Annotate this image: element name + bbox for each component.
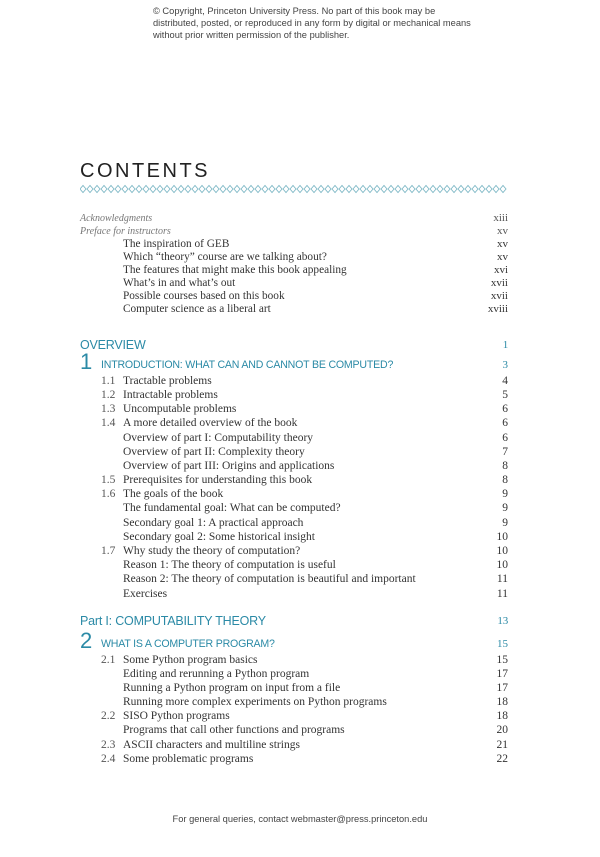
toc-entry-subsection xyxy=(80,667,508,681)
section-number: 1.3 xyxy=(101,403,116,416)
page-number: 17 xyxy=(496,667,508,680)
footer-contact: For general queries, contact webmaster@press.princeton.edu xyxy=(172,814,428,824)
page-number: 5 xyxy=(502,388,508,401)
page-number: 20 xyxy=(496,724,508,737)
copyright-notice: © Copyright, Princeton University Press. No part of this book may be distributed, posted, or reproduced in any form by digital or mechanical means without prior written permission of the publisher. xyxy=(153,6,471,40)
entry-title: Possible courses based on this book xyxy=(123,290,285,303)
toc-entry-section xyxy=(80,738,508,752)
entry-title: Some problematic programs xyxy=(123,752,254,765)
entry-title: Computer science as a liberal art xyxy=(123,303,271,316)
entry-title: Some Python program basics xyxy=(123,653,258,666)
toc-entry-chapter xyxy=(80,627,508,653)
page-number: 8 xyxy=(502,459,508,472)
toc-entry-front xyxy=(80,212,508,225)
entry-title: Why study the theory of computation? xyxy=(123,545,301,557)
entry-title: Editing and rerunning a Python program xyxy=(123,667,310,680)
page-number: xiii xyxy=(493,211,508,224)
page-number: 15 xyxy=(496,653,508,666)
toc-entry-front-sub xyxy=(80,277,508,290)
entry-title: Exercises xyxy=(123,587,168,600)
section-number: 2.1 xyxy=(101,653,116,666)
chapter-number: 1 xyxy=(80,348,93,374)
entry-title: The inspiration of GEB xyxy=(123,237,230,250)
toc-entry-front-sub xyxy=(80,251,508,264)
page-number: 8 xyxy=(502,474,508,487)
decorative-diamond-rule xyxy=(80,184,510,194)
entry-title: Uncomputable problems xyxy=(123,403,237,416)
page-number: xvi xyxy=(493,263,508,276)
page-number: 10 xyxy=(496,530,508,543)
toc-entry-section xyxy=(80,487,508,501)
entry-title: Tractable problems xyxy=(123,374,212,387)
entry-title: The fundamental goal: What can be computed? xyxy=(123,502,341,515)
toc-entry-front-sub xyxy=(80,303,508,316)
entry-title: Prerequisites for understanding this book xyxy=(123,474,313,487)
entry-title: Running more complex experiments on Python programs xyxy=(123,696,387,709)
section-number: 1.5 xyxy=(101,474,116,487)
entry-title: Preface for instructors xyxy=(80,225,171,237)
toc-entry-section xyxy=(80,473,508,487)
page-number: 18 xyxy=(496,710,508,723)
entry-title: Part I: COMPUTABILITY THEORY xyxy=(80,613,266,628)
toc-entry-front xyxy=(80,225,508,238)
entry-title: Acknowledgments xyxy=(80,212,153,224)
page-number: 10 xyxy=(496,545,508,557)
entry-title: WHAT IS A COMPUTER PROGRAM? xyxy=(101,637,275,650)
toc-entry-subsection xyxy=(80,516,508,530)
entry-title: Overview of part III: Origins and applications xyxy=(123,459,335,472)
entry-title: The features that might make this book appealing xyxy=(123,263,347,276)
page-number: 15 xyxy=(497,637,508,650)
toc-entry-subsection xyxy=(80,445,508,459)
entry-title: Intractable problems xyxy=(123,388,218,401)
page-number: 6 xyxy=(502,417,508,430)
entry-title: Programs that call other functions and programs xyxy=(123,724,345,737)
toc-entry-subsection xyxy=(80,558,508,572)
entry-title: Reason 1: The theory of computation is useful xyxy=(123,559,336,572)
page-number: xv xyxy=(497,237,508,250)
page-number: 22 xyxy=(496,752,508,765)
page-number: 11 xyxy=(496,587,508,600)
toc-entry-subsection xyxy=(80,431,508,445)
entry-title: Running a Python program on input from a file xyxy=(123,681,341,694)
entry-title: Which “theory” course are we talking about? xyxy=(123,250,327,263)
toc-entry-section xyxy=(80,388,508,402)
toc-entry-chapter xyxy=(80,348,508,374)
entry-title: INTRODUCTION: WHAT CAN AND CANNOT BE COMPUTED? xyxy=(101,358,394,371)
toc-entry-front-sub xyxy=(80,238,508,251)
page-number: 10 xyxy=(496,559,508,572)
page-number: 4 xyxy=(502,374,508,387)
page-number: xv xyxy=(497,224,508,237)
toc-entry-part xyxy=(80,334,508,356)
toc-entry-subsection xyxy=(80,459,508,473)
page-number: 7 xyxy=(502,445,508,458)
toc-entry-section xyxy=(80,752,508,766)
page-number: 9 xyxy=(502,516,508,529)
toc-entry-part xyxy=(80,610,508,632)
toc-entry-subsection xyxy=(80,681,508,695)
entry-title: Overview of part II: Complexity theory xyxy=(123,445,305,458)
entry-title: Secondary goal 2: Some historical insight xyxy=(123,530,315,543)
toc-entry-subsection xyxy=(80,695,508,709)
page-title: CONTENTS xyxy=(80,160,210,182)
section-number: 2.4 xyxy=(101,752,116,765)
entry-title: Secondary goal 1: A practical approach xyxy=(123,516,304,529)
table-of-contents xyxy=(80,212,508,767)
toc-entry-subsection xyxy=(80,723,508,737)
section-number: 1.7 xyxy=(101,545,116,557)
toc-entry-section xyxy=(80,402,508,416)
toc-entry-section xyxy=(80,709,508,723)
page-number: 11 xyxy=(496,573,508,586)
page-number: 6 xyxy=(502,403,508,416)
entry-title: Overview of part I: Computability theory xyxy=(123,431,314,444)
entry-title: What’s in and what’s out xyxy=(123,276,236,289)
page-number: 3 xyxy=(502,358,508,371)
toc-entry-section xyxy=(80,544,508,558)
page-number: 6 xyxy=(502,431,508,444)
toc-entry-subsection xyxy=(80,530,508,544)
page-number: xvii xyxy=(490,276,508,289)
toc-entry-subsection xyxy=(80,572,508,586)
entry-title: Reason 2: The theory of computation is beautiful and important xyxy=(123,573,416,586)
section-number: 2.3 xyxy=(101,738,116,751)
toc-entry-subsection xyxy=(80,501,508,515)
section-number: 2.2 xyxy=(101,710,116,723)
toc-entry-front-sub xyxy=(80,264,508,277)
page-number: xv xyxy=(497,250,508,263)
toc-entry-section xyxy=(80,653,508,667)
entry-title: OVERVIEW xyxy=(80,337,146,352)
entry-title: ASCII characters and multiline strings xyxy=(123,738,300,751)
page-number: 9 xyxy=(502,502,508,515)
toc-entry-section xyxy=(80,416,508,430)
page-number: 9 xyxy=(502,488,508,501)
entry-title: The goals of the book xyxy=(123,488,224,501)
page-number: xviii xyxy=(487,303,508,316)
section-number: 1.4 xyxy=(101,417,116,430)
page-number: 1 xyxy=(502,338,508,351)
chapter-number: 2 xyxy=(80,627,93,653)
toc-entry-subsection xyxy=(80,587,508,601)
section-number: 1.2 xyxy=(101,388,116,401)
section-number: 1.6 xyxy=(101,488,116,501)
toc-entry-section xyxy=(80,374,508,388)
entry-title: SISO Python programs xyxy=(123,710,230,723)
page-number: 17 xyxy=(496,681,508,694)
toc-entry-front-sub xyxy=(80,290,508,303)
page-number: 13 xyxy=(497,614,508,627)
page-number: 21 xyxy=(496,738,508,751)
section-number: 1.1 xyxy=(101,374,116,387)
page-number: xvii xyxy=(490,290,508,303)
page-number: 18 xyxy=(496,696,508,709)
entry-title: A more detailed overview of the book xyxy=(123,417,298,430)
